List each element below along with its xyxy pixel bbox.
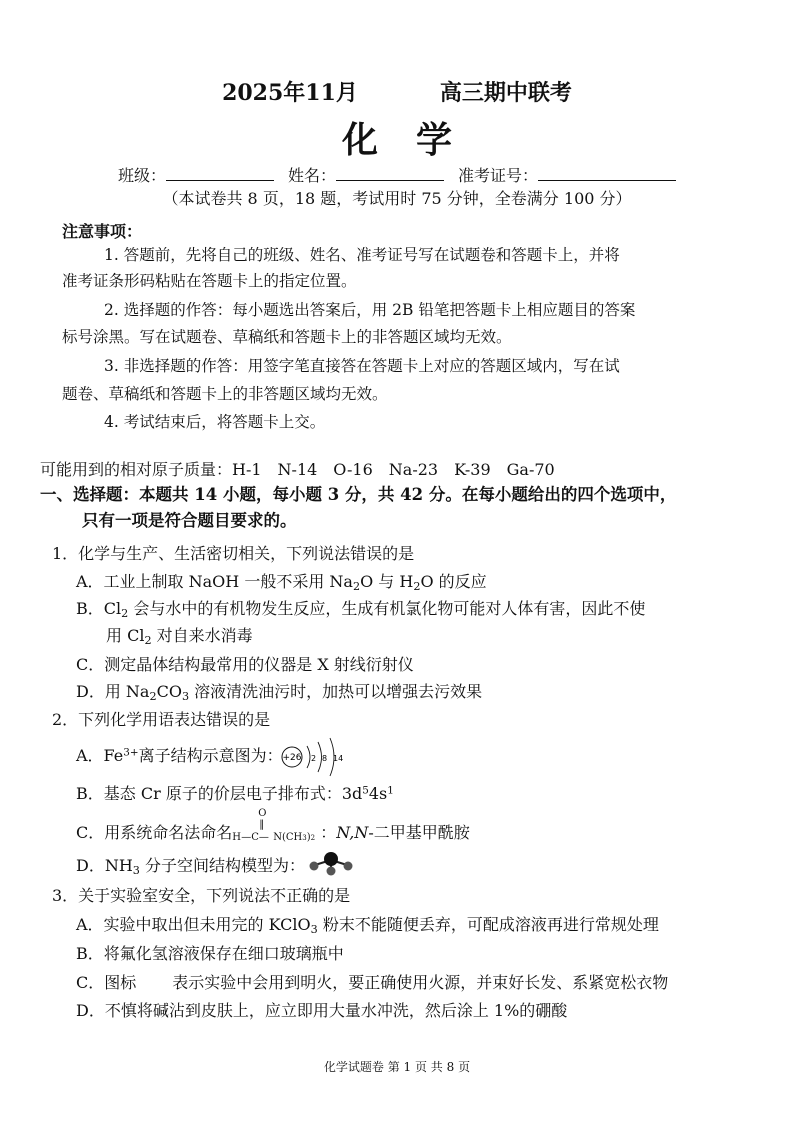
- option-text: 离子结构示意图为：: [138, 746, 283, 765]
- question-3-option-a: [76, 915, 659, 936]
- nh3-ball-stick-model: [306, 848, 356, 876]
- fe-ion-structure-diagram: [280, 734, 360, 778]
- hydrogen-atom: H: [232, 832, 241, 843]
- shell-electron-count: 2: [311, 754, 317, 763]
- question-2-stem: 2．下列化学用语表达错误的是: [52, 710, 271, 729]
- note-line: 1. 答题前，先将自己的班级、姓名、准考证号写在试题卷和答题卡上，并将: [104, 246, 620, 264]
- carbon-atom: —C—: [241, 832, 269, 843]
- option-text: A．Fe: [76, 746, 124, 765]
- subscript: 3: [302, 834, 307, 842]
- option-text: C．用系统命名法命名: [76, 823, 233, 842]
- subscript: 2: [121, 606, 129, 620]
- option-text: O 的反应: [420, 572, 487, 591]
- subscript: 2: [310, 834, 316, 842]
- option-text: D．用 Na: [76, 682, 150, 701]
- subscript: 2: [149, 689, 157, 703]
- notes-heading: 注意事项：: [62, 222, 143, 241]
- nitrogen-ball: [324, 852, 338, 866]
- formamide-structure: [232, 808, 320, 848]
- superscript: 5: [362, 784, 369, 797]
- ticket-blank: [538, 166, 676, 181]
- exam-date: 2025年11月: [222, 80, 358, 106]
- note-line: 准考证条形码粘贴在答题卡上的指定位置。: [62, 272, 357, 290]
- ticket-label: 准考证号：: [458, 166, 539, 185]
- question-1-option-d: [76, 682, 482, 703]
- question-2-option-a: [76, 746, 283, 765]
- superscript: 3+: [123, 746, 139, 759]
- option-text: O 与 H: [360, 572, 414, 591]
- subscript: 3: [310, 922, 318, 936]
- hydrogen-ball: [344, 862, 353, 871]
- subject-title: 化学: [341, 119, 490, 161]
- section-one-line: 一、选择题：本题共 14 小题，每小题 3 分，共 42 分。在每小题给出的四个选项中，: [40, 485, 677, 504]
- exam-header: [0, 76, 794, 107]
- option-text: 表示实验中会用到明火，要正确使用火源，并束好长发、系紧宽松衣物: [172, 973, 669, 992]
- subscript: 3: [132, 863, 140, 877]
- note-line: 题卷、草稿纸和答题卡上的非答题区域均无效。: [62, 385, 388, 403]
- option-text-italic: N,N: [336, 823, 369, 842]
- atomic-mass-line: 可能用到的相对原子质量：H-1 N-14 O-16 Na-23 K-39 Ga-70: [40, 460, 555, 479]
- option-text: C．图标: [76, 973, 137, 992]
- subscript: 2: [144, 633, 152, 647]
- question-1-option-b-cont: [106, 626, 253, 647]
- question-2-option-d: [76, 856, 305, 877]
- double-bond: ‖: [259, 819, 265, 830]
- name-label: 姓名：: [287, 166, 336, 185]
- subscript: 2: [352, 579, 361, 593]
- student-info-row: [0, 163, 794, 186]
- option-text: D．NH: [76, 856, 133, 875]
- option-text: B．Cl: [76, 599, 122, 618]
- shell-electron-count: 14: [333, 754, 344, 763]
- question-3-stem: 3．关于实验室安全，下列说法不正确的是: [52, 886, 351, 905]
- option-text: 分子空间结构模型为：: [139, 856, 306, 875]
- note-line: 2. 选择题的作答：每小题选出答案后，用 2B 铅笔把答题卡上相应题目的答案: [104, 301, 636, 319]
- option-text: CO: [156, 682, 182, 701]
- amine-text: N(CH: [273, 832, 303, 843]
- option-text: B．基态 Cr 原子的价层电子排布式：3d: [76, 784, 363, 803]
- note-line: 4. 考试结束后，将答题卡上交。: [104, 413, 326, 431]
- hydrogen-ball: [327, 867, 336, 876]
- option-text: 4s: [368, 784, 388, 803]
- section-one-heading: [40, 485, 676, 531]
- option-text: 用 Cl: [106, 626, 145, 645]
- section-one-line: 只有一项是符合题目要求的。: [82, 510, 297, 530]
- option-text: -二甲基甲酰胺: [368, 823, 470, 842]
- option-text: A．工业上制取 NaOH 一般不采用 Na: [76, 572, 353, 591]
- option-text: 会与水中的有机物发生反应，生成有机氯化物可能对人体有害，因此不使: [128, 599, 646, 618]
- electron-shell-arc: [318, 742, 322, 772]
- option-text: ：: [320, 823, 337, 842]
- oxygen-atom: O: [258, 808, 267, 819]
- class-label: 班级：: [117, 166, 166, 185]
- question-1-stem: 1．化学与生产、生活密切相关，下列说法错误的是: [52, 544, 415, 563]
- amine-group: [273, 832, 315, 844]
- exam-duration-note: （本试卷共 8 页，18 题，考试用时 75 分钟，全卷满分 100 分）: [162, 189, 632, 208]
- hydrogen-ball: [310, 862, 319, 871]
- question-1-option-a: [76, 572, 487, 593]
- class-blank: [166, 166, 274, 181]
- electron-shell-arc: [307, 746, 310, 768]
- page-footer: 化学试题卷 第 1 页 共 8 页: [323, 1060, 471, 1074]
- question-2-option-c: [76, 808, 470, 848]
- question-1-option-b: [76, 599, 645, 620]
- nucleus-charge: +26: [282, 753, 302, 763]
- superscript: 1: [387, 784, 394, 797]
- option-text: 溶液清洗油污时，加热可以增强去污效果: [189, 682, 483, 701]
- amine-text: ): [306, 832, 311, 843]
- question-3-option-d: D．不慎将碱沾到皮肤上，应立即用大量水冲洗，然后涂上 1%的硼酸: [76, 1001, 568, 1020]
- option-text: 对自来水消毒: [151, 626, 253, 645]
- note-line: 标号涂黑。写在试题卷、草稿纸和答题卡上的非答题区域均无效。: [62, 328, 512, 346]
- name-blank: [336, 166, 444, 181]
- question-1-option-c: C．测定晶体结构最常用的仪器是 X 射线衍射仪: [76, 655, 414, 674]
- question-3-option-b: B．将氟化氢溶液保存在细口玻璃瓶中: [76, 944, 344, 963]
- question-2-option-b: [76, 784, 394, 803]
- subscript: 2: [413, 579, 421, 593]
- subscript: 3: [181, 689, 190, 703]
- shell-electron-count: 8: [322, 754, 328, 763]
- exam-name: 高三期中联考: [439, 80, 572, 106]
- question-3-option-c: [76, 973, 668, 992]
- option-text: A．实验中取出但未用完的 KClO: [76, 915, 311, 934]
- note-line: 3. 非选择题的作答：用签字笔直接答在答题卡上对应的答题区域内，写在试: [104, 357, 620, 375]
- option-text: 粉末不能随便丢弃，可配成溶液再进行常规处理: [317, 915, 659, 934]
